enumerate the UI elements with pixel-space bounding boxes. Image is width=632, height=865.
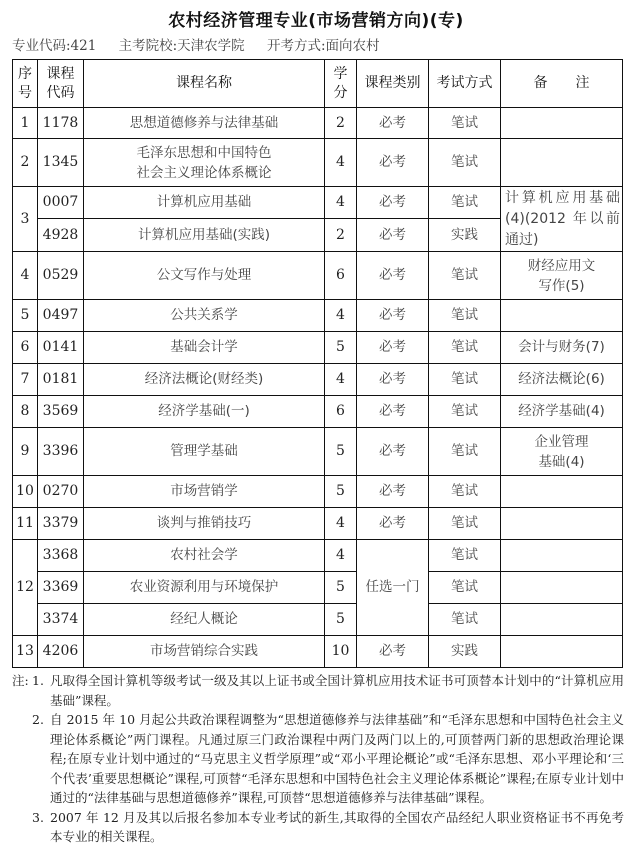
cell-code: 3368 <box>38 540 84 572</box>
cell-credit: 4 <box>325 364 357 396</box>
course-plan-table <box>12 59 623 668</box>
cell-name: 市场营销综合实践 <box>84 636 325 668</box>
cell-name: 谈判与推销技巧 <box>84 508 325 540</box>
cell-credit: 5 <box>325 332 357 364</box>
table-row <box>13 364 623 396</box>
cell-category: 必考 <box>357 300 429 332</box>
cell-remark <box>501 476 623 508</box>
cell-exam: 笔试 <box>429 332 501 364</box>
table-row <box>13 428 623 476</box>
cell-credit: 5 <box>325 476 357 508</box>
cell-seq: 11 <box>13 508 38 540</box>
header-remark: 备 注 <box>501 60 623 108</box>
table-row <box>13 540 623 572</box>
table-row <box>13 604 623 636</box>
cell-remark: 经济学基础(4) <box>501 396 623 428</box>
cell-category: 必考 <box>357 636 429 668</box>
cell-credit: 2 <box>325 219 357 252</box>
cell-credit: 5 <box>325 428 357 476</box>
cell-category: 必考 <box>357 187 429 219</box>
note-number: 1. <box>32 673 44 688</box>
major-code: 专业代码:421 <box>12 38 97 54</box>
cell-category: 任选一门 <box>357 540 429 636</box>
cell-code: 0497 <box>38 300 84 332</box>
cell-name-line1: 毛泽东思想和中国特色 <box>136 144 272 161</box>
cell-exam: 笔试 <box>429 252 501 300</box>
cell-code: 1345 <box>38 139 84 187</box>
exam-school: 主考院校:天津农学院 <box>118 38 245 54</box>
cell-remark <box>501 139 623 187</box>
cell-remark <box>501 108 623 139</box>
cell-credit: 5 <box>325 572 357 604</box>
cell-code: 0007 <box>38 187 84 219</box>
cell-exam: 笔试 <box>429 604 501 636</box>
cell-code: 0181 <box>38 364 84 396</box>
cell-remark-line1: 企业管理 <box>534 433 589 450</box>
table-row <box>13 139 623 187</box>
note-item <box>12 710 624 808</box>
cell-category: 必考 <box>357 396 429 428</box>
cell-code: 0270 <box>38 476 84 508</box>
cell-name: 农村社会学 <box>84 540 325 572</box>
table-row <box>13 572 623 604</box>
header-category: 课程类别 <box>357 60 429 108</box>
cell-remark <box>501 428 623 476</box>
cell-name: 公文写作与处理 <box>84 252 325 300</box>
cell-credit: 6 <box>325 252 357 300</box>
cell-category: 必考 <box>357 332 429 364</box>
note-text: 自 2015 年 10 月起公共政治课程调整为“思想道德修养与法律基础”和“毛泽东思想和中国特色社会主义理论体系概论”两门课程。凡通过原三门政治课程中两门及两门以上的,可顶替两门新的思想政治理论课程;在原专业计划中通过的“马克思主义哲学原理”或“邓小平理论概论”或“毛泽东思想、邓小平理论和‘三个代表’重要思想概论”课程,可顶替“毛泽东思想和中国特色社会主义理论体系概论”课程;在原专业计划中通过的“法律基础与思想道德修养”课程,可顶替“思想道德修养与法律基础”课程。 <box>50 712 624 805</box>
cell-name: 公共关系学 <box>84 300 325 332</box>
cell-seq: 3 <box>13 187 38 252</box>
cell-credit: 2 <box>325 108 357 139</box>
cell-seq: 13 <box>13 636 38 668</box>
page-title: 农村经济管理专业(市场营销方向)(专) <box>168 11 464 31</box>
cell-credit: 6 <box>325 396 357 428</box>
cell-seq: 4 <box>13 252 38 300</box>
cell-name <box>84 139 325 187</box>
cell-remark <box>501 540 623 572</box>
cell-seq: 10 <box>13 476 38 508</box>
cell-code: 0141 <box>38 332 84 364</box>
cell-exam: 笔试 <box>429 187 501 219</box>
cell-remark <box>501 508 623 540</box>
header-seq: 序号 <box>13 60 38 108</box>
note-number: 2. <box>32 712 44 727</box>
table-header-row <box>13 60 623 108</box>
table-row <box>13 636 623 668</box>
cell-name-line2: 社会主义理论体系概论 <box>136 164 272 181</box>
table-row <box>13 508 623 540</box>
cell-seq: 6 <box>13 332 38 364</box>
cell-exam: 实践 <box>429 219 501 252</box>
cell-name: 经济法概论(财经类) <box>84 364 325 396</box>
note-number: 3. <box>32 809 44 825</box>
cell-seq: 9 <box>13 428 38 476</box>
cell-code: 3374 <box>38 604 84 636</box>
cell-remark: 会计与财务(7) <box>501 332 623 364</box>
cell-name: 管理学基础 <box>84 428 325 476</box>
cell-credit: 4 <box>325 540 357 572</box>
exam-mode: 开考方式:面向农村 <box>266 38 380 54</box>
cell-exam: 笔试 <box>429 108 501 139</box>
cell-name: 思想道德修养与法律基础 <box>84 108 325 139</box>
note-item <box>12 808 624 847</box>
cell-exam: 笔试 <box>429 428 501 476</box>
cell-credit: 4 <box>325 300 357 332</box>
cell-seq: 2 <box>13 139 38 187</box>
note-text: 2007 年 12 月及其以后报名参加本专业考试的新生,其取得的全国农产品经纪人职业资格证书不再免考本专业的相关课程。 <box>50 809 624 844</box>
major-meta <box>12 34 398 54</box>
cell-category: 必考 <box>357 364 429 396</box>
cell-category: 必考 <box>357 476 429 508</box>
cell-name: 经济学基础(一) <box>84 396 325 428</box>
cell-name: 计算机应用基础 <box>84 187 325 219</box>
cell-remark-line2: 写作(5) <box>538 277 585 294</box>
cell-exam: 笔试 <box>429 139 501 187</box>
cell-name: 农业资源利用与环境保护 <box>84 572 325 604</box>
header-credit: 学分 <box>325 60 357 108</box>
cell-code: 4206 <box>38 636 84 668</box>
table-row <box>13 332 623 364</box>
header-name: 课程名称 <box>84 60 325 108</box>
cell-remark-line2: 基础(4) <box>538 453 585 470</box>
cell-seq: 1 <box>13 108 38 139</box>
cell-exam: 笔试 <box>429 476 501 508</box>
table-row <box>13 476 623 508</box>
cell-name: 基础会计学 <box>84 332 325 364</box>
cell-exam: 笔试 <box>429 540 501 572</box>
cell-category: 必考 <box>357 108 429 139</box>
table-row <box>13 252 623 300</box>
cell-code: 1178 <box>38 108 84 139</box>
header-code: 课程代码 <box>38 60 84 108</box>
cell-code: 3569 <box>38 396 84 428</box>
table-row <box>13 187 623 219</box>
cell-seq: 8 <box>13 396 38 428</box>
cell-credit: 5 <box>325 604 357 636</box>
cell-exam: 笔试 <box>429 508 501 540</box>
table-row <box>13 108 623 139</box>
cell-code: 4928 <box>38 219 84 252</box>
cell-name: 经纪人概论 <box>84 604 325 636</box>
cell-seq: 5 <box>13 300 38 332</box>
notes-label: 注: <box>12 673 29 688</box>
cell-seq: 7 <box>13 364 38 396</box>
cell-seq: 12 <box>13 540 38 636</box>
note-text: 凡取得全国计算机等级考试一级及其以上证书或全国计算机应用技术证书可顶替本计划中的“计算机应用基础”课程。 <box>50 673 624 708</box>
cell-remark <box>501 252 623 300</box>
cell-code: 3369 <box>38 572 84 604</box>
cell-exam: 笔试 <box>429 572 501 604</box>
cell-exam: 实践 <box>429 636 501 668</box>
cell-category: 必考 <box>357 252 429 300</box>
cell-remark <box>501 572 623 604</box>
cell-remark-line1: 财经应用文 <box>527 257 596 274</box>
cell-remark: 计算机应用基础(4)(2012 年以前通过) <box>501 187 623 252</box>
cell-category: 必考 <box>357 219 429 252</box>
header-exam: 考试方式 <box>429 60 501 108</box>
cell-name: 市场营销学 <box>84 476 325 508</box>
cell-exam: 笔试 <box>429 300 501 332</box>
cell-credit: 10 <box>325 636 357 668</box>
cell-name: 计算机应用基础(实践) <box>84 219 325 252</box>
cell-code: 3379 <box>38 508 84 540</box>
cell-code: 0529 <box>38 252 84 300</box>
cell-remark <box>501 604 623 636</box>
cell-exam: 笔试 <box>429 364 501 396</box>
notes-section <box>12 671 624 847</box>
cell-category: 必考 <box>357 428 429 476</box>
cell-category: 必考 <box>357 139 429 187</box>
cell-exam: 笔试 <box>429 396 501 428</box>
cell-credit: 4 <box>325 187 357 219</box>
cell-remark: 经济法概论(6) <box>501 364 623 396</box>
cell-remark <box>501 300 623 332</box>
table-row <box>13 396 623 428</box>
cell-code: 3396 <box>38 428 84 476</box>
table-row <box>13 300 623 332</box>
cell-credit: 4 <box>325 508 357 540</box>
cell-remark <box>501 636 623 668</box>
cell-credit: 4 <box>325 139 357 187</box>
cell-category: 必考 <box>357 508 429 540</box>
note-item <box>12 671 624 710</box>
